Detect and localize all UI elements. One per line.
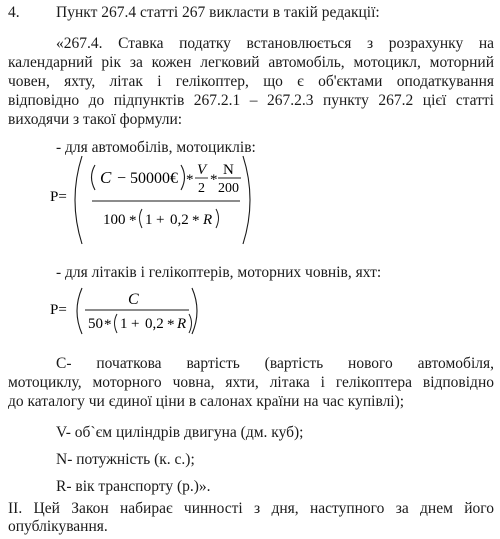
f1-v: V	[197, 162, 207, 178]
def-c-line-2: мотоциклу, моторного човна, яхти, літака і гелікоптера відповідно	[8, 374, 494, 391]
f2-one: 1	[120, 316, 128, 332]
f1-times-2: *	[210, 172, 218, 188]
f2-times-1: *	[104, 317, 112, 333]
f1-times-3: *	[129, 213, 137, 229]
formula-planes	[0, 284, 500, 344]
f1-r: R	[203, 212, 213, 228]
f2-big-paren-left	[77, 288, 82, 334]
formula-cars	[0, 150, 500, 260]
f2-plus: +	[131, 316, 140, 332]
def-v: V- об`єм циліндрів двигуна (дм. куб);	[56, 424, 304, 441]
def-c-line-1: С- початкова вартість (вартість нового автомобіля,	[56, 355, 494, 372]
f1-coef: 0,2	[170, 212, 189, 228]
f2-den-paren-left	[115, 314, 118, 333]
final-line-2: опублікування.	[8, 518, 108, 535]
f1-times-1: *	[186, 172, 194, 188]
f1-two: 2	[198, 181, 205, 196]
f1-den-paren-left	[140, 209, 143, 228]
f1-num-paren-right	[181, 165, 185, 190]
f2-coef: 0,2	[145, 316, 164, 332]
f1-num-paren-left	[92, 165, 96, 190]
f1-big-paren-right	[243, 156, 250, 244]
f2-big-paren-right	[192, 288, 197, 334]
f1-100: 100	[103, 212, 126, 228]
f1-minus: −	[117, 170, 127, 187]
heading: Пункт 267.4 статті 267 викласти в такій редакції:	[56, 4, 380, 21]
para1-line-4: відповідно до підпунктів 267.2.1 – 267.2.3 пункту 267.2 цієї статті	[8, 92, 494, 109]
def-r: R- вік транспорту (р.)».	[56, 478, 211, 495]
f1-plus: +	[156, 212, 165, 228]
f2-lhs: P=	[50, 302, 67, 318]
f1-200: 200	[218, 181, 239, 196]
f1-times-4: *	[192, 213, 200, 229]
f1-den-paren-right	[216, 209, 219, 228]
def-n: N- потужність (к. с.);	[56, 451, 195, 468]
para1-line-3: човен, яхту, літак і гелікоптер, що є об'єктами оподаткування	[8, 73, 494, 90]
f1-big-paren-left	[75, 156, 82, 244]
f1-c: C	[100, 168, 112, 187]
f2-r: R	[177, 316, 187, 332]
f2-50: 50	[88, 316, 103, 332]
def-c-line-3: до каталогу чи єдиної ціни в салонах країни на час купівлі);	[8, 393, 405, 410]
cars-label: - для автомобілів, мотоциклів:	[56, 139, 256, 156]
f1-const: 50000€	[130, 170, 178, 187]
f2-c: C	[128, 291, 139, 308]
f2-times-2: *	[167, 317, 175, 333]
f2-den-paren-right	[189, 314, 192, 333]
f1-lhs: P=	[50, 189, 67, 205]
para1-line-5: виходячи з такої формули:	[8, 111, 183, 128]
item-number: 4.	[8, 4, 20, 21]
para1-line-2: календарний рік за кожен легковий автомобіль, мотоцикл, моторний	[8, 54, 494, 71]
f1-n: N	[223, 162, 234, 178]
f1-one: 1	[145, 212, 153, 228]
final-line-1: ІІ. Цей Закон набирає чинності з дня, наступного за днем його	[8, 500, 494, 517]
planes-label: - для літаків і гелікоптерів, моторних човнів, яхт:	[56, 264, 382, 281]
para1-line-1: «267.4. Ставка податку встановлюється з розрахунку на	[56, 35, 494, 52]
